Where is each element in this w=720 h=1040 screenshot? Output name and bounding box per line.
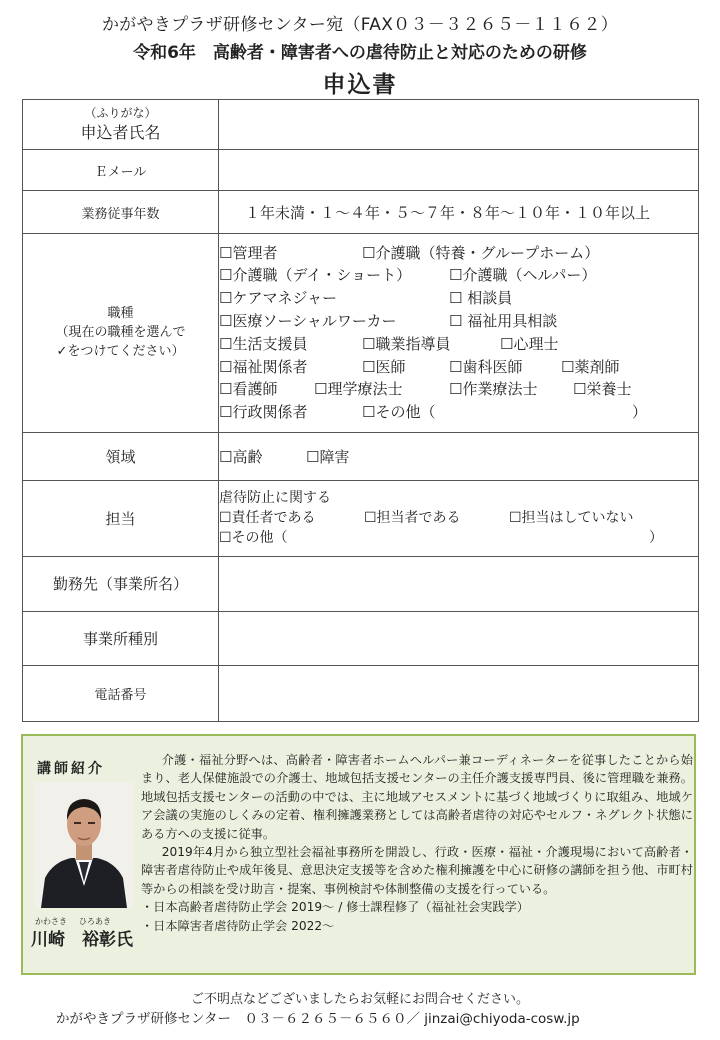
job-row [219, 401, 698, 424]
workplace-field[interactable] [219, 556, 699, 611]
application-form [22, 99, 699, 722]
role-label: 担当 [23, 480, 219, 556]
role-checkbox[interactable]: ☐担当者である [364, 510, 461, 527]
domain-label: 領域 [23, 432, 219, 480]
office-type-field[interactable] [219, 611, 699, 665]
job-checkbox[interactable]: ☐職業指導員 [362, 334, 451, 353]
job-checkbox[interactable]: ☐管理者 [219, 243, 278, 262]
job-other-close: ） [632, 403, 648, 422]
job-row [219, 356, 698, 379]
job-row [219, 264, 698, 287]
job-checkbox[interactable]: ☐介護職（デイ・ショート） [219, 266, 412, 285]
email-field[interactable] [219, 150, 699, 191]
workplace-label: 勤務先（事業所名） [23, 556, 219, 611]
job-checkbox[interactable]: ☐医療ソーシャルワーカー [219, 312, 397, 331]
instructor-photo [35, 782, 133, 908]
job-other-checkbox[interactable]: ☐その他（ [362, 403, 436, 422]
bio-affiliation-2: ・日本障害者虐待防止学会 2022～ [141, 918, 335, 933]
bio-paragraph-1: 介護・福祉分野へは、高齢者・障害者ホームヘルパー兼コーディネーターを従事したことから始まり、老人保健施設での介護士、地域包括支援センターの主任介護支援専門員、後に管理職を兼務。地域包括支援センターの活動の中では、主に地域アセスメントに基づく地域づくりに取組み、地域ケア会議の実施のしくみの定着、権利擁護業務としては高齢者虐待の対応やセルフ・ネグレクト状態にある方への支援に従事。 [141, 753, 693, 841]
job-checkbox[interactable]: ☐介護職（ヘルパー） [449, 266, 597, 285]
domain-disability-checkbox[interactable]: ☐障害 [306, 447, 350, 466]
row-workplace [23, 556, 699, 611]
furigana-label: （ふりがな） [84, 106, 157, 121]
domain-elderly-checkbox[interactable]: ☐高齢 [219, 447, 263, 466]
job-label-cell [23, 234, 219, 432]
instructor-box: 講師紹介 かわさき ひろあき 川崎 裕彰氏 介護・福祉分野へは、高齢者・障害者ホームヘルパー兼コーディネーターを従事したことから始まり、老人保健施設での介護士、地域包括支援センターの主任介護支援専門員、後に管理職を兼務。地域包括支援センターの活動の中では、主に地域アセスメントに基づく地域づくりに取組み、地域ケア会議の実施のしくみの定着、権利擁護業務としては高齢者虐待の対応やセルフ・ネグレクト状態にある方への支援に従事。 2019年4月から独立型社会福祉事務所を開設し、行政・医療・福祉・介護現場において高齢者・障害者虐待防止や成年後見、意思決定支援等を含めた権利擁護を中心に研修の講師を担う他、市町村等からの相談を受け助言・提案、事例検討や体制整備の支援を行っている。 ・日本高齢者虐待防止学会 2019～ / 修士課程修了（福祉社会実践学） ・日本障害者虐待防止学会 2022～ [21, 734, 696, 975]
job-checkbox[interactable]: ☐介護職（特養・グループホーム） [362, 243, 600, 262]
job-checkbox[interactable]: ☐栄養士 [573, 380, 632, 399]
phone-label: 電話番号 [23, 665, 219, 721]
job-checkbox[interactable]: ☐心理士 [500, 334, 559, 353]
row-job [23, 234, 699, 432]
role-options [219, 480, 699, 556]
job-checkbox[interactable]: ☐歯科医師 [449, 357, 523, 376]
job-row [219, 378, 698, 401]
role-other-close: ） [649, 530, 663, 547]
job-checkbox[interactable]: ☐医師 [362, 357, 406, 376]
instructor-heading: 講師紹介 [37, 761, 105, 777]
job-note-2: ✓をつけてください） [56, 344, 185, 360]
years-options[interactable]: １年未満・１～４年・５～７年・８年～１０年・１０年以上 [219, 191, 699, 234]
applicant-name-field[interactable] [219, 100, 699, 150]
fax-line: かがやきプラザ研修センター宛（FAX０３－３２６５－１１６２） [101, 15, 619, 35]
row-office-type [23, 611, 699, 665]
job-row [219, 310, 698, 333]
role-checkbox[interactable]: ☐責任者である [219, 510, 316, 527]
job-checkbox[interactable]: ☐看護師 [219, 380, 278, 399]
instructor-bio [141, 751, 693, 935]
email-label: Ｅメール [23, 150, 219, 191]
bio-affiliation-1: ・日本高齢者虐待防止学会 2019～ / 修士課程修了（福祉社会実践学） [141, 900, 529, 915]
years-label: 業務従事年数 [23, 191, 219, 234]
instructor-name: 川崎 裕彰氏 [31, 930, 133, 950]
office-type-label: 事業所種別 [23, 611, 219, 665]
row-role [23, 480, 699, 556]
row-phone [23, 665, 699, 721]
job-checkbox[interactable]: ☐作業療法士 [449, 380, 538, 399]
job-note-1: （現在の職種を選んで [55, 325, 186, 341]
form-title: 申込書 [322, 72, 398, 98]
bio-paragraph-2: 2019年4月から独立型社会福祉事務所を開設し、行政・医療・福祉・介護現場において高齢者・障害者虐待防止や成年後見、意思決定支援等を含めた権利擁護を中心に研修の講師を担う他、市町村等からの相談を受け助言・提案、事例検討や体制整備の支援を行っている。 [141, 845, 693, 896]
job-checkbox[interactable]: ☐ 福祉用具相談 [449, 312, 558, 331]
job-checkbox[interactable]: ☐ケアマネジャー [219, 289, 338, 308]
role-other-checkbox[interactable]: ☐その他（ [219, 530, 288, 547]
job-row [219, 287, 698, 310]
row-applicant-name [23, 100, 699, 150]
role-heading: 虐待防止に関する [219, 490, 331, 507]
training-title: 令和6年 高齢者・障害者への虐待防止と対応のための研修 [133, 43, 587, 63]
applicant-name-label [23, 100, 219, 150]
job-checkbox[interactable]: ☐福祉関係者 [219, 357, 308, 376]
job-label: 職種 [107, 306, 134, 322]
role-checkbox[interactable]: ☐担当はしていない [509, 510, 634, 527]
job-checkbox[interactable]: ☐理学療法士 [314, 380, 403, 399]
job-options [219, 234, 699, 432]
phone-field[interactable] [219, 665, 699, 721]
footer-contact: かがやきプラザ研修センター ０３－６２６５－６５６０／ jinzai@chiyoda-cosw.jp [56, 1011, 580, 1027]
row-years [23, 191, 699, 234]
job-checkbox[interactable]: ☐薬剤師 [561, 357, 620, 376]
row-domain [23, 432, 699, 480]
job-checkbox[interactable]: ☐生活支援員 [219, 334, 308, 353]
row-email [23, 150, 699, 191]
footer-note: ご不明点などございましたらお気軽にお問合せください。 [190, 992, 529, 1007]
domain-options [219, 432, 699, 480]
job-row [219, 242, 698, 265]
applicant-name-text: 申込者氏名 [80, 123, 161, 143]
job-checkbox[interactable]: ☐行政関係者 [219, 403, 308, 422]
job-checkbox[interactable]: ☐ 相談員 [449, 289, 513, 308]
job-row [219, 333, 698, 356]
